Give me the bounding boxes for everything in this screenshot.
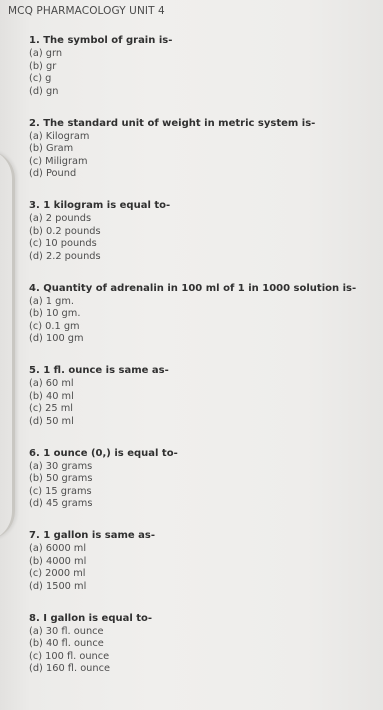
option-d: (d) gn [29,85,59,97]
option-d: (d) 45 grams [29,498,93,509]
question-stem: 2. The standard unit of weight in metric system is- [29,117,316,129]
question-stem: 4. Quantity of adrenalin in 100 ml of 1 in 1000 solution is- [29,282,357,294]
option-d: (d) 160 fl. ounce [29,663,111,674]
option-c: (c) Miligram [29,155,88,167]
option-a: (a) Kilogram [29,130,90,142]
option-c: (c) 0.1 gm [29,320,80,332]
question-stem: 8. I gallon is equal to- [29,612,153,624]
option-c: (c) 25 ml [29,403,73,414]
option-c: (c) g [29,73,52,84]
question-5 [29,365,374,448]
option-d: (d) 2.2 pounds [29,250,101,262]
option-b: (b) 50 grams [29,473,93,484]
option-c: (c) 15 grams [29,485,92,497]
option-a: (a) 6000 ml [29,543,87,554]
question-stem: 5. 1 fl. ounce is same as- [29,365,169,376]
option-a: (a) 30 grams [29,460,93,472]
option-b: (b) 0.2 pounds [29,225,101,237]
option-a: (a) grn [29,48,63,59]
option-b: (b) 40 fl. ounce [29,638,104,649]
question-3 [29,200,374,283]
option-b: (b) 40 ml [29,390,74,402]
question-6 [29,448,374,531]
option-a: (a) 1 gm. [29,295,74,307]
question-7 [29,530,374,613]
question-stem: 3. 1 kilogram is equal to- [29,200,171,211]
question-stem: 6. 1 ounce (0,) is equal to- [29,447,178,459]
question-8 [29,613,374,696]
question-1 [29,35,374,118]
option-d: (d) 1500 ml [29,580,87,592]
question-2 [29,118,374,201]
option-b: (b) 10 gm. [29,308,81,319]
question-stem: 7. 1 gallon is same as- [29,530,156,541]
option-c: (c) 10 pounds [29,238,97,249]
option-a: (a) 30 fl. ounce [29,625,104,637]
option-c: (c) 2000 ml [29,568,86,579]
question-4 [29,283,374,366]
page-binding-curve [0,150,15,540]
option-d: (d) 50 ml [29,415,74,427]
option-b: (b) gr [29,60,57,72]
question-stem: 1. The symbol of grain is- [29,35,173,46]
option-a: (a) 2 pounds [29,213,92,224]
option-c: (c) 100 fl. ounce [29,650,110,662]
question-list [29,35,374,695]
option-b: (b) Gram [29,143,74,154]
option-d: (d) 100 gm [29,333,84,344]
option-d: (d) Pound [29,168,77,179]
option-a: (a) 60 ml [29,378,74,389]
option-b: (b) 4000 ml [29,555,87,567]
page-title: MCQ PHARMACOLOGY UNIT 4 [8,5,165,17]
